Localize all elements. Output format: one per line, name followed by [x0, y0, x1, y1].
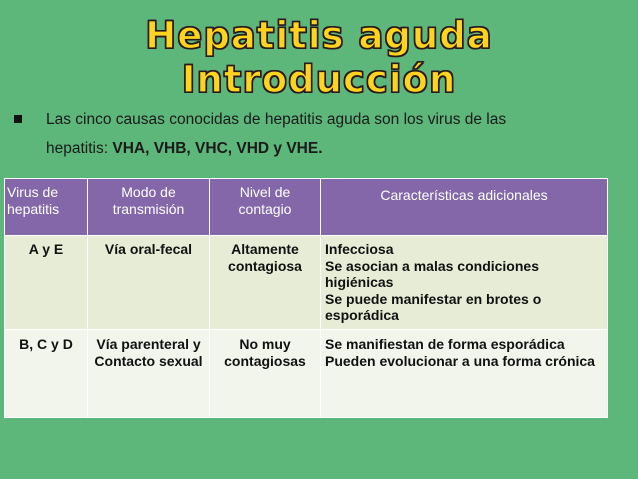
slide-subtitle: Introducción: [181, 58, 457, 101]
bullet-line-1: Las cinco causas conocidas de hepatitis aguda son los virus de las: [46, 111, 507, 128]
cell-caracteristicas: [321, 330, 608, 418]
virus-list: VHA, VHB, VHC, VHD y VHE.: [112, 140, 323, 157]
slide-title: Hepatitis aguda: [145, 14, 493, 57]
cell-virus: B, C y D: [5, 330, 88, 418]
header-virus: Virus de hepatitis: [5, 179, 88, 236]
cell-virus: A y E: [5, 236, 88, 330]
caracteristica-item: Pueden evolucionar a una forma crónica: [325, 352, 595, 369]
cell-modo: Vía parenteral y Contacto sexual: [88, 330, 210, 418]
caracteristica-item: Se puede manifestar en brotes o esporádica: [325, 290, 542, 323]
bullet-line-2-prefix: hepatitis:: [46, 140, 113, 157]
header-modo: Modo de transmisión: [88, 179, 210, 236]
table-row: [5, 236, 608, 330]
table-row: [5, 330, 608, 418]
header-nivel: Nivel de contagio: [210, 179, 321, 236]
cell-nivel: No muy contagiosas: [210, 330, 321, 418]
cell-caracteristicas: [321, 236, 608, 330]
bullet-paragraph: [14, 105, 624, 163]
caracteristica-item: Infecciosa: [325, 241, 394, 257]
caracteristica-item: Se asocian a malas condiciones higiénicas: [325, 257, 539, 290]
cell-nivel: Altamente contagiosa: [210, 236, 321, 330]
caracteristica-item: Se manifiestan de forma esporádica: [325, 336, 565, 352]
cell-modo: Vía oral-fecal: [88, 236, 210, 330]
hepatitis-table: [4, 178, 608, 418]
bullet-line-2: [14, 134, 624, 163]
header-caracteristicas: Características adicionales: [321, 179, 608, 236]
bullet-square-icon: [14, 115, 22, 123]
table-header-row: [5, 179, 608, 236]
